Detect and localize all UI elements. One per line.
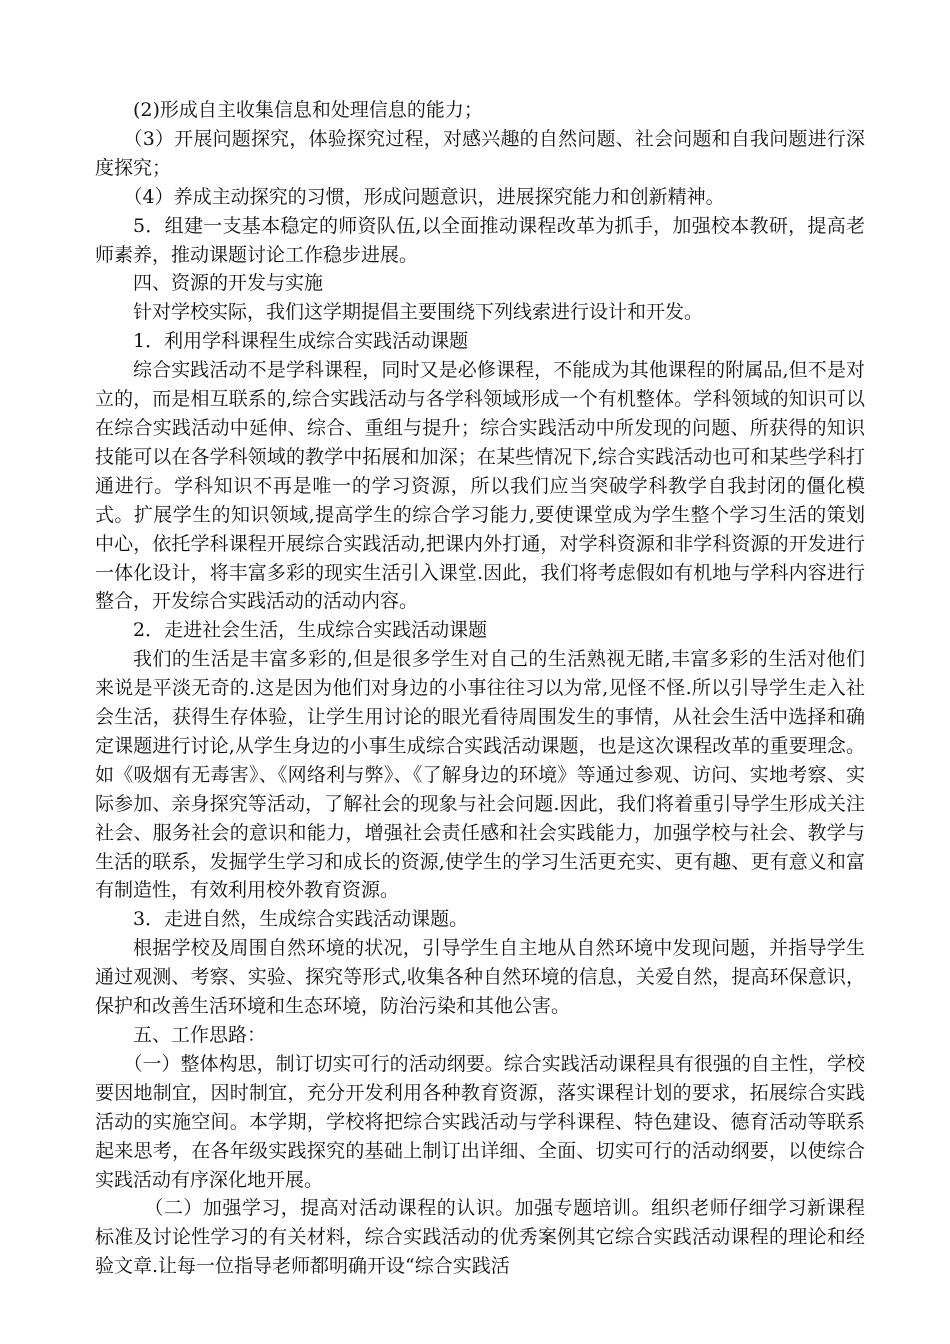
paragraph-6: 针对学校实际，我们这学期提倡主要围绕下列线索进行设计和开发。 xyxy=(133,301,704,324)
section-heading-5: 五、工作思路： xyxy=(133,1024,267,1046)
section-heading-4: 四、资源的开发与实施 xyxy=(133,272,324,295)
paragraph-8: 综合实践活动不是学科课程，同时又是必修课程，不能成为其他课程的附属品,但不是对立的，而是相互联系的,综合实践活动与各学科领域形成一个有机整体。学科领域的知识可以在综合实践活动中延伸、综合、重组与提升；综合实践活动中所发现的问题、所获得的知识技能可以在各学科领域的教学中拓展和加深；在某些情况下,综合实践活动也可和某些学科打通进行。学科知识不再是唯一的学习资源，所以我们应当突破学科教学自我封闭的僵化模式。扩展学生的知识领域,提高学生的综合学习能力,要使课堂成为学生整个学习生活的策划中心，依托学科课程开展综合实践活动,把课内外打通，对学科资源和非学科资源的开发进行一体化设计，将丰富多彩的现实生活引入课堂.因此，我们将考虑假如有机地与学科内容进行整合，开发综合实践活动的活动内容。 xyxy=(95,359,865,613)
subheading-2: 2．走进社会生活，生成综合实践活动课题 xyxy=(133,619,488,642)
paragraph-4: 5．组建一支基本稳定的师资队伍,以全面推动课程改革为抓手，加强校本教研，提高老师素养，推动课题讨论工作稳步进展。 xyxy=(95,214,865,266)
paragraph-2: （3）开展问题探究，体验探究过程，对感兴趣的自然问题、社会问题和自我问题进行深度探究； xyxy=(95,127,865,179)
paragraph-12: 根据学校及周围自然环境的状况，引导学生自主地从自然环境中发现问题，并指导学生通过观测、考察、实验、探究等形式,收集各种自然环境的信息，关爱自然，提高环保意识，保护和改善生活环境和生态环境，防治污染和其他公害。 xyxy=(95,937,865,1018)
paragraph-15: （二）加强学习，提高对活动课程的认识。加强专题培训。组织老师仔细学习新课程标准及讨论性学习的有关材料，综合实践活动的优秀案例其它综合实践活动课程的理论和经验文章.让每一位指导老师都明确开设“综合实践活 xyxy=(95,1197,865,1278)
paragraph-1: (2)形成自主收集信息和处理信息的能力； xyxy=(133,99,483,121)
paragraph-3: （4）养成主动探究的习惯，形成问题意识，进展探究能力和创新精神。 xyxy=(123,185,725,208)
paragraph-10: 我们的生活是丰富多彩的,但是很多学生对自己的生活熟视无睹,丰富多彩的生活对他们来说是平淡无奇的.这是因为他们对身边的小事往往习以为常,见怪不怪.所以引导学生走入社会生活，获得生存体验，让学生用讨论的眼光看待周围发生的事情，从社会生活中选择和确定课题进行讨论,从学生身边的小事生成综合实践活动课题，也是这次课程改革的重要理念。如《吸烟有无毒害》、《网络利与弊》、《了解身边的环境》等通过参观、访问、实地考察、实际参加、亲身探究等活动，了解社会的现象与社会问题.因此，我们将着重引导学生形成关注社会、服务社会的意识和能力，增强社会责任感和社会实践能力，加强学校与社会、教学与生活的联系，发掘学生学习和成长的资源,使学生的学习生活更充实、更有趣、更有意义和富有制造性，有效利用校外教育资源。 xyxy=(95,648,865,902)
paragraph-14: （一）整体构思，制订切实可行的活动纲要。综合实践活动课程具有很强的自主性，学校要因地制宜，因时制宜，充分开发利用各种教育资源，落实课程计划的要求，拓展综合实践活动的实施空间。本学期，学校将把综合实践活动与学科课程、特色建设、德育活动等联系起来思考，在各年级实践探究的基础上制订出详细、全面、切实可行的活动纲要，以使综合实践活动有序深化地开展。 xyxy=(95,1052,865,1191)
subheading-1: 1．利用学科课程生成综合实践活动课题 xyxy=(133,330,469,353)
subheading-3: 3．走进自然，生成综合实践活动课题。 xyxy=(133,908,469,931)
document-page xyxy=(95,96,865,1281)
